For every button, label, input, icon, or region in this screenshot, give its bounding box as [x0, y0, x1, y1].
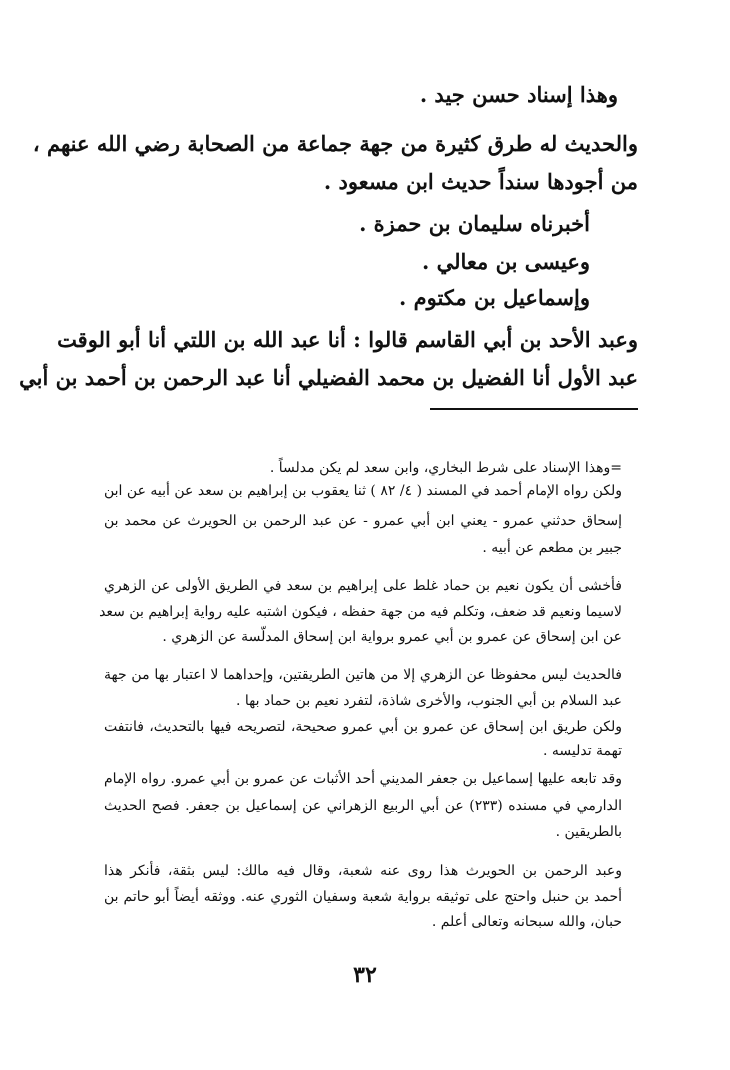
main-line-7: وعبد الأحد بن أبي القاسم قالوا : أنا عبد الله بن اللتي أنا أبو الوقت: [57, 327, 638, 352]
main-line-4: أخبرناه سليمان بن حمزة .: [359, 211, 590, 236]
footnote-line-5: فأخشى أن يكون نعيم بن حماد غلط على إبراهيم بن سعد في الطريق الأولى عن الزهري: [104, 578, 622, 594]
footnote-line-1: =وهذا الإسناد على شرط البخاري، وابن سعد لم يكن مدلساً .: [269, 460, 622, 476]
footnote-line-2: ولكن رواه الإمام أحمد في المسند ( ٤/ ٨٢ ) ثنا يعقوب بن إبراهيم بن سعد عن أبيه عن ابن: [104, 483, 622, 499]
footnote-line-15: وعبد الرحمن بن الحويرث هذا روى عنه شعبة، وقال فيه مالك: ليس بثقة، فأنكر هذا: [104, 863, 622, 879]
main-line-5: وعيسى بن معالي .: [422, 249, 590, 274]
footnote-line-6: لاسيما ونعيم قد ضعف، وتكلم فيه من جهة حفظه ، فيكون اشتبه عليه رواية إبراهيم بن سعد: [99, 604, 622, 620]
footnote-line-13: الدارمي في مسنده (٢٣٣) عن أبي الربيع الزهراني عن إسماعيل بن جعفر. فصح الحديث: [104, 798, 622, 814]
footnote-line-17: حبان، والله سبحانه وتعالى أعلم .: [431, 914, 622, 930]
footnote-line-4: جبير بن مطعم عن أبيه .: [482, 540, 622, 556]
footnote-line-14: بالطريقين .: [555, 824, 622, 840]
main-line-2: والحديث له طرق كثيرة من جهة جماعة من الصحابة رضي الله عنهم ،: [32, 131, 638, 156]
main-line-6: وإسماعيل بن مكتوم .: [399, 285, 590, 310]
main-line-1: وهذا إسناد حسن جيد .: [419, 82, 618, 107]
footnote-line-3: إسحاق حدثني عمرو - يعني ابن أبي عمرو - عن عبد الرحمن بن الحويرث عن محمد بن: [104, 513, 622, 529]
footnote-line-7: عن ابن إسحاق عن عمرو بن أبي عمرو برواية ابن إسحاق المدلّسة عن الزهري .: [162, 629, 622, 645]
footnote-line-11: تهمة تدليسه .: [542, 743, 622, 759]
footnote-line-8: فالحديث ليس محفوظا عن الزهري إلا من هاتين الطريقتين، وإحداهما لا اعتبار بها من جهة: [104, 667, 622, 683]
page-number: ٣٢: [353, 962, 377, 988]
footnote-line-9: عبد السلام بن أبي الجنوب، والأخرى شاذة، لتفرد نعيم بن حماد بها .: [236, 693, 622, 709]
footnote-separator: [430, 408, 638, 410]
footnote-line-12: وقد تابعه عليها إسماعيل بن جعفر المديني أحد الأثبات عن عمرو بن أبي عمرو. رواه الإمام: [104, 771, 622, 787]
main-line-3: من أجودها سنداً حديث ابن مسعود .: [323, 169, 638, 194]
footnote-line-10: ولكن طريق ابن إسحاق عن عمرو بن أبي عمرو صحيحة، لتصريحه فيها بالتحديث، فانتفت: [104, 719, 622, 735]
main-line-8: عبد الأول أنا الفضيل بن محمد الفضيلي أنا عبد الرحمن بن أحمد بن أبي: [19, 365, 638, 390]
footnote-line-16: أحمد بن حنبل واحتج على توثيقه برواية شعبة وسفيان الثوري عنه. ووثقه أيضاً أبو حاتم بن: [104, 889, 622, 905]
